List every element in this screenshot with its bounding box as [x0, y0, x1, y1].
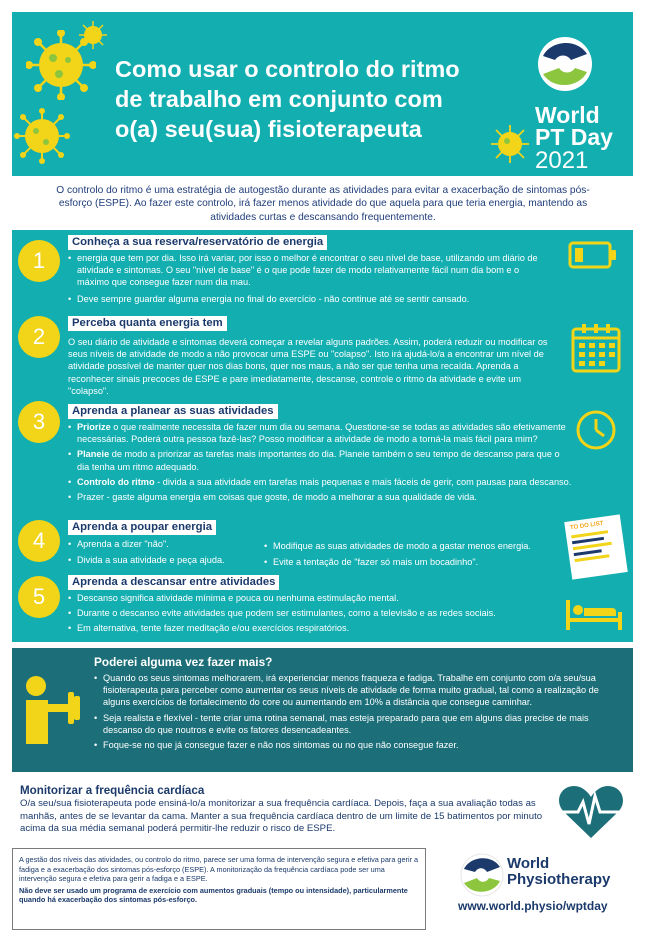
todo-list-icon: [564, 514, 628, 579]
bullet-item: [68, 491, 574, 503]
bullet-item: • Modifique as suas atividades de modo a gastar menos energia.: [264, 540, 564, 552]
bullet-item: • Seja realista e flexível - tente criar uma rotina semanal, mas esteja preparado para que em alguns dias precise de mais descanso do que noutros e evite os fatores desencadeantes.: [94, 712, 618, 736]
bullet-item: • Divida a sua atividade e peça ajuda.: [68, 554, 268, 566]
battery-icon: [568, 240, 618, 270]
title-line: Como usar o controlo do ritmo: [115, 56, 460, 82]
step-number-badge: 4: [18, 520, 60, 562]
more-activity-title: Poderei alguma vez fazer mais?: [94, 655, 273, 669]
step-number-badge: 1: [18, 240, 60, 282]
bullet-bold: Priorize: [77, 422, 111, 432]
page-title: [115, 54, 515, 144]
bullet-item: [68, 476, 574, 488]
step-body-right: [264, 540, 564, 569]
bullet-text: - divida a sua atividade em tarefas mais pequenas e mais fáceis de gerir, com pausas para descanso.: [154, 476, 572, 487]
world-physiotherapy-name: [507, 856, 610, 888]
step-body: [68, 421, 574, 504]
website-link[interactable]: www.world.physio/wptday: [458, 899, 608, 913]
virus-icon: [14, 108, 70, 164]
bullet-item: [68, 421, 574, 445]
todo-list-title: TO DO LIST: [569, 520, 604, 532]
org-name-line: Physiotherapy: [507, 871, 611, 888]
step-title: Aprenda a descansar entre atividades: [68, 575, 279, 590]
footer-note: [12, 848, 426, 930]
heart-rate-text: O/a seu/sua fisioterapeuta pode ensiná-lo/a monitorizar a sua frequência cardíaca. Depois, faça a sua avaliação todas as manhãs, antes de se levantar da cama. Manter a sua frequência cardíaca dentro de um limite de 15 batimentos por minuto acima da sua média semanal poderá permitir-lhe reduzir o risco de ESPE.: [20, 798, 543, 835]
intro-paragraph: O controlo do ritmo é uma estratégia de autogestão durante as atividades para evitar a exacerbação de sintomas pós-esforço (ESPE). Ao fazer este controlo, irá fazer menos atividade do que aquela para que teria energia, mantendo as atividades curtas e descansando frequentemente.: [56, 185, 590, 223]
heart-rate-title: Monitorizar a frequência cardíaca: [20, 784, 205, 797]
footer-text: A gestão dos níveis das atividades, ou controlo do ritmo, parece ser uma forma de intervenção segura e efetiva para gerir a fadiga e a exacerbação dos sintomas pós-esforço (ESPE). A monitorização da frequência cardíaca pode ser uma intervenção segura e efetiva para gerir a fadiga e a ESPE.: [19, 855, 419, 884]
step-title: Perceba quanta energia tem: [68, 316, 227, 331]
bullet-item: • Aprenda a dizer "não".: [68, 538, 268, 550]
calendar-icon: [570, 322, 622, 374]
step-body: [68, 592, 568, 636]
bullet-item: [68, 448, 574, 472]
header-banner: [12, 12, 633, 176]
logo-world-text: World: [535, 102, 600, 128]
clock-icon: [574, 408, 618, 452]
exercise-person-icon: [20, 672, 82, 746]
title-line: de trabalho em conjunto com: [115, 86, 443, 112]
title-line: o(a) seu(sua) fisioterapeuta: [115, 116, 422, 142]
world-pt-day-logo: [535, 36, 613, 172]
bullet-item: • Em alternativa, tente fazer meditação e/ou exercícios respiratórios.: [68, 622, 568, 634]
bullet-text: o que realmente necessita de fazer num dia ou semana. Questione-se se todas as atividades são efetivamente necessárias. Poderá outra pessoa fazê-las? Posso modificar a atividade de modo a torná-la mais fácil para mim?: [77, 422, 566, 445]
world-pt-day-emblem-icon: [537, 36, 593, 92]
step-number-badge: 3: [18, 401, 60, 443]
step-number-badge: 2: [18, 316, 60, 358]
footer-warning: Não deve ser usado um programa de exercício com aumentos graduais (tempo ou intensidade), particularmente quando há exacerbação dos sintomas pós-esforço.: [19, 885, 408, 905]
bullet-item: • Descanso significa atividade mínima e pouca ou nenhuma estimulação mental.: [68, 592, 568, 604]
bullet-item: • Foque-se no que já consegue fazer e não nos sintomas ou no que não consegue fazer.: [94, 739, 618, 751]
step-title: Aprenda a planear as suas atividades: [68, 404, 278, 419]
bed-rest-icon: [564, 594, 624, 634]
step-number-badge: 5: [18, 576, 60, 618]
step-title: Conheça a sua reserva/reservatório de energia: [68, 235, 327, 250]
steps-panel: [12, 230, 633, 642]
logo-ptday-text: PT Day: [535, 124, 613, 150]
bullet-text: Prazer - gaste alguma energia em coisas que goste, de modo a melhorar a sua qualidade de vida.: [77, 492, 477, 503]
step-body-left: [68, 538, 268, 567]
logo-year-text: 2021: [535, 147, 589, 174]
bullet-item: • energia que tem por dia. Isso irá variar, por isso o melhor é encontrar o seu nível de base, utilizando um diário de atividade e sintomas. O seu "nível de base" é o que pode fazer de modo relativamente fácil num dia bom e o máximo que consegue fazer num dia mau.: [68, 252, 552, 289]
bullet-item: • Quando os seus sintomas melhorarem, irá experienciar menos fraqueza e fadiga. Trabalhe em conjunto com o/a seu/sua fisioterapeuta para perceber como aumentar os seus níveis de atividade de forma muito gradual, tal como a realização de alguns exercícios de fortalecimento do core ou aumentando em 10% a distância que consegue caminhar.: [94, 672, 618, 709]
world-physiotherapy-logo-icon: [460, 853, 504, 897]
step-body: [68, 252, 552, 306]
bullet-item: • Deve sempre guardar alguma energia no final do exercício - não continue até se sentir cansado.: [68, 293, 552, 305]
bullet-text: de modo a priorizar as tarefas mais importantes do dia. Planeie também o seu tempo de descanso para que o dia tenha um ritmo adequado.: [77, 449, 560, 472]
bullet-bold: Planeie: [77, 449, 110, 460]
step-title: Aprenda a poupar energia: [68, 520, 216, 535]
step-body: O seu diário de atividade e sintomas deverá começar a revelar alguns padrões. Assim, poderá reduzir ou modificar os seus níveis de atividade de modo a não provocar uma ESPE ou "colapso". Isto irá ajudá-lo/a a encontrar um nível de atividade possível de manter quer nos dias bons, quer nos maus, a não ser que tenha uma recaída. Aprenda a reconhecer sinais precoces de ESPE e pare imediatamente, descanse, controle o ritmo da atividade e evite um "colapso".: [68, 337, 548, 396]
heart-rate-icon: [556, 784, 626, 840]
bullet-bold: Controlo do ritmo: [77, 476, 155, 487]
bullet-item: • Durante o descanso evite atividades que podem ser estimulantes, como a televisão e as redes sociais.: [68, 607, 568, 619]
virus-icon: [78, 20, 108, 50]
org-name-line: World: [507, 855, 550, 872]
more-activity-section: [12, 648, 633, 772]
more-activity-list: [94, 672, 618, 754]
bullet-item: • Evite a tentação de "fazer só mais um bocadinho".: [264, 556, 564, 568]
